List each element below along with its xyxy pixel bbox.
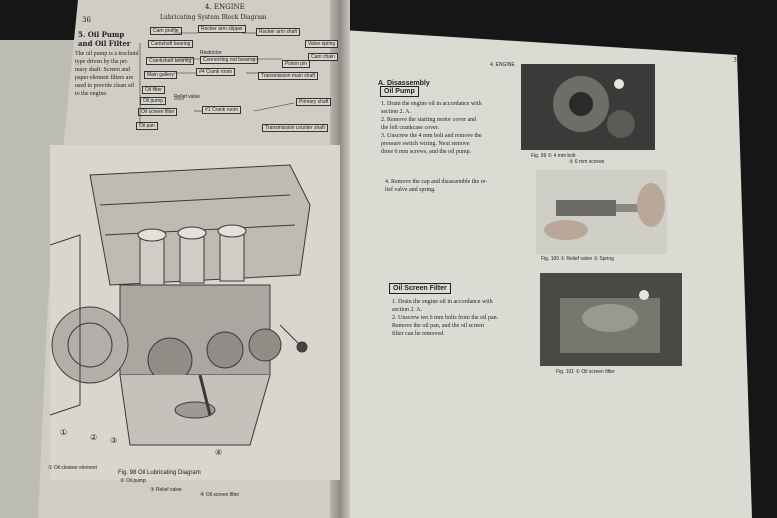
block-oil-pan: Oil pan: [136, 122, 158, 130]
block-piston-pin: Piston pin: [282, 60, 310, 68]
fig100-photo: [536, 170, 667, 254]
legend-oil-screen: ④ Oil screen filter: [200, 492, 240, 498]
oil-screen-header: Oil Screen Filter: [389, 283, 451, 294]
section-title: 5. Oil Pump and Oil Filter: [78, 30, 131, 48]
block-oil-screen: Oil screen filter: [138, 108, 177, 116]
fig98-caption: Fig. 98 Oil Lubricating Diagram: [118, 470, 201, 476]
legend-oil-cleaner: ① Oil cleaner element: [48, 465, 97, 471]
fig100-caption: Fig. 100 ① Relief valve ② Spring: [541, 256, 614, 262]
block-oil-filter: Oil filter: [142, 86, 165, 94]
engine-cutaway-illustration: [50, 145, 340, 480]
block-crank-room-1: #1 Crank room: [202, 106, 241, 114]
block-trans-counter: Transmission counter shaft: [262, 124, 328, 132]
oil-pump-header: Oil Pump: [380, 86, 419, 97]
block-cam-profile: Cam profile: [150, 27, 182, 35]
block-valve-spring: Valve spring: [305, 40, 338, 48]
block-main-gallery: Main gallery: [144, 71, 177, 79]
svg-text:③: ③: [110, 436, 118, 445]
svg-text:①: ①: [60, 428, 68, 437]
legend-relief-valve: ③ Relief valve: [150, 487, 182, 493]
right-page-number: 37: [733, 57, 741, 64]
left-chapter-title: 4. ENGINE: [205, 3, 245, 11]
block-trans-main: Transmission main shaft: [258, 72, 318, 80]
left-body-text: The oil pump is a trochoid type driven by the pri- mary shaft. Screen and paper element filters are used to provide clean oil to the engine.: [75, 51, 139, 97]
diagram-title: Lubricating System Block Diagram: [160, 14, 267, 21]
fig101-photo: [540, 273, 682, 366]
block-primary-shaft: Primary shaft: [296, 98, 331, 106]
block-relief-valve: Relief valve: [174, 94, 200, 100]
oil-pump-steps: 1. Drain the engine oil in accordance with section 2. A. 2. Remove the starting motor cover and the left crankcase cover. 3. Unscrew the 4 mm bolt and remove the pressure switch wiring. Next remove three 6 mm screws, and the oil pump.: [381, 101, 482, 155]
fig99-photo: [521, 64, 655, 150]
block-restrictor: Restrictor: [200, 50, 222, 56]
svg-text:④: ④: [215, 448, 223, 457]
svg-text:②: ②: [90, 433, 98, 442]
step4-text: 4. Remove the cap and disassemble the re- lief valve and spring.: [385, 179, 488, 193]
block-crank-room-4: #4 Crank room: [196, 68, 235, 76]
block-rocker-slipper: Rocker arm slipper: [198, 25, 246, 33]
left-page-number: 36: [82, 16, 91, 24]
block-camshaft-bearing: Camshaft bearing: [148, 40, 193, 48]
block-cam-chain: Cam chain: [308, 53, 338, 61]
fig99-caption: Fig. 99 ① 4 mm bolt: [531, 153, 576, 159]
right-chapter-title: 4. ENGINE: [490, 62, 515, 68]
block-conrod-bearing: Connecting rod bearing: [200, 56, 258, 64]
oil-screen-steps: 1. Drain the engine oil in accordance with section 2. A. 2. Unscrew ten 6 mm bolts from the oil pan. Remove the oil pan, and the oil screen filter can be removed.: [392, 299, 499, 337]
block-crankshaft-bearing: Crankshaft bearing: [146, 57, 194, 65]
section-a-title: A. Disassembly: [378, 80, 430, 87]
block-rocker-shaft: Rocker arm shaft: [256, 28, 300, 36]
block-oil-pump: Oil pump: [140, 97, 166, 105]
fig101-caption: Fig. 101 ① Oil screen filter: [556, 369, 615, 375]
diagram-connectors: [134, 25, 334, 140]
fig99-caption-screws: ② 6 mm screws: [569, 159, 605, 165]
legend-oil-pump: ② Oil pump: [120, 478, 146, 484]
